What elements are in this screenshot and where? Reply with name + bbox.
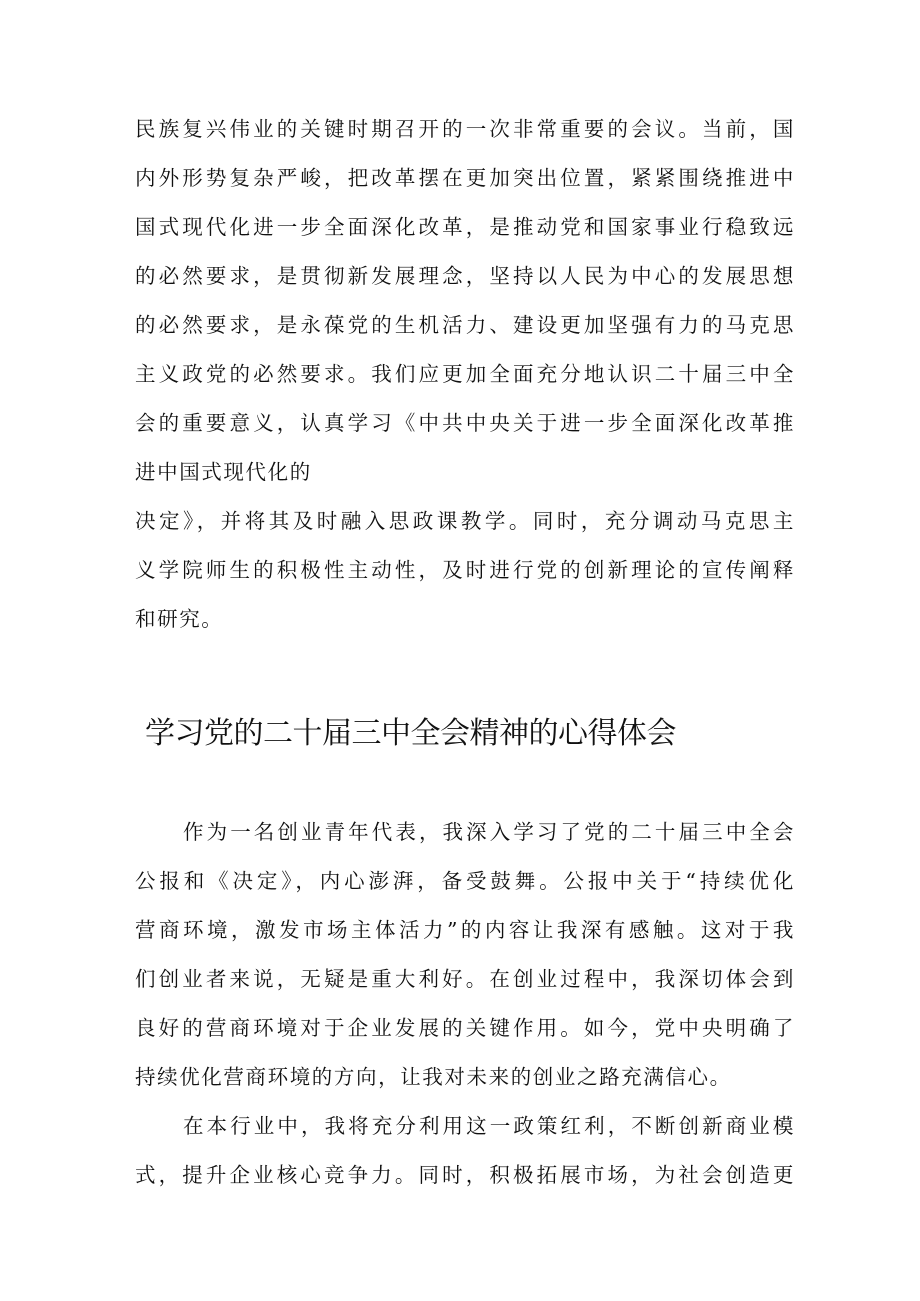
text-line: 主义政党的必然要求。我们应更加全面充分地认识二十届三中全	[135, 362, 795, 386]
text-line: 民族复兴伟业的关键时期召开的一次非常重要的会议。当前，国	[135, 117, 795, 141]
text-line: 的必然要求，是贯彻新发展理念，坚持以人民为中心的发展思想	[135, 264, 795, 288]
text-line: 和研究。	[135, 607, 224, 631]
text-line: 国式现代化进一步全面深化改革，是推动党和国家事业行稳致远	[135, 215, 795, 239]
text-line: 在本行业中，我将充分利用这一政策红利，不断创新商业模	[183, 1114, 795, 1138]
article-heading: 学习党的二十届三中全会精神的心得体会	[145, 716, 676, 751]
text-line: 营商环境，激发市场主体活力”的内容让我深有感触。这对于我	[135, 918, 795, 942]
text-line: 进中国式现代化的	[135, 460, 312, 484]
text-line: 持续优化营商环境的方向，让我对未来的创业之路充满信心。	[135, 1065, 732, 1089]
text-line: 决定》，并将其及时融入思政课教学。同时，充分调动马克思主	[135, 509, 795, 533]
text-line: 会的重要意义，认真学习《中共中央关于进一步全面深化改革推	[135, 411, 795, 435]
paragraph-section-2	[135, 808, 795, 1200]
text-line: 内外形势复杂严峻，把改革摆在更加突出位置，紧紧围绕推进中	[135, 166, 795, 190]
text-line: 良好的营商环境对于企业发展的关键作用。如今，党中央明确了	[135, 1016, 795, 1040]
text-line: 义学院师生的积极性主动性，及时进行党的创新理论的宣传阐释	[135, 558, 795, 582]
paragraph-section-1	[135, 105, 795, 644]
text-line: 们创业者来说，无疑是重大利好。在创业过程中，我深切体会到	[135, 967, 795, 991]
text-line: 的必然要求，是永葆党的生机活力、建设更加坚强有力的马克思	[135, 313, 795, 337]
text-line: 作为一名创业青年代表，我深入学习了党的二十届三中全会	[183, 820, 795, 844]
text-line: 式，提升企业核心竞争力。同时，积极拓展市场，为社会创造更	[135, 1163, 795, 1187]
text-line: 公报和《决定》，内心澎湃，备受鼓舞。公报中关于“持续优化	[135, 869, 795, 893]
